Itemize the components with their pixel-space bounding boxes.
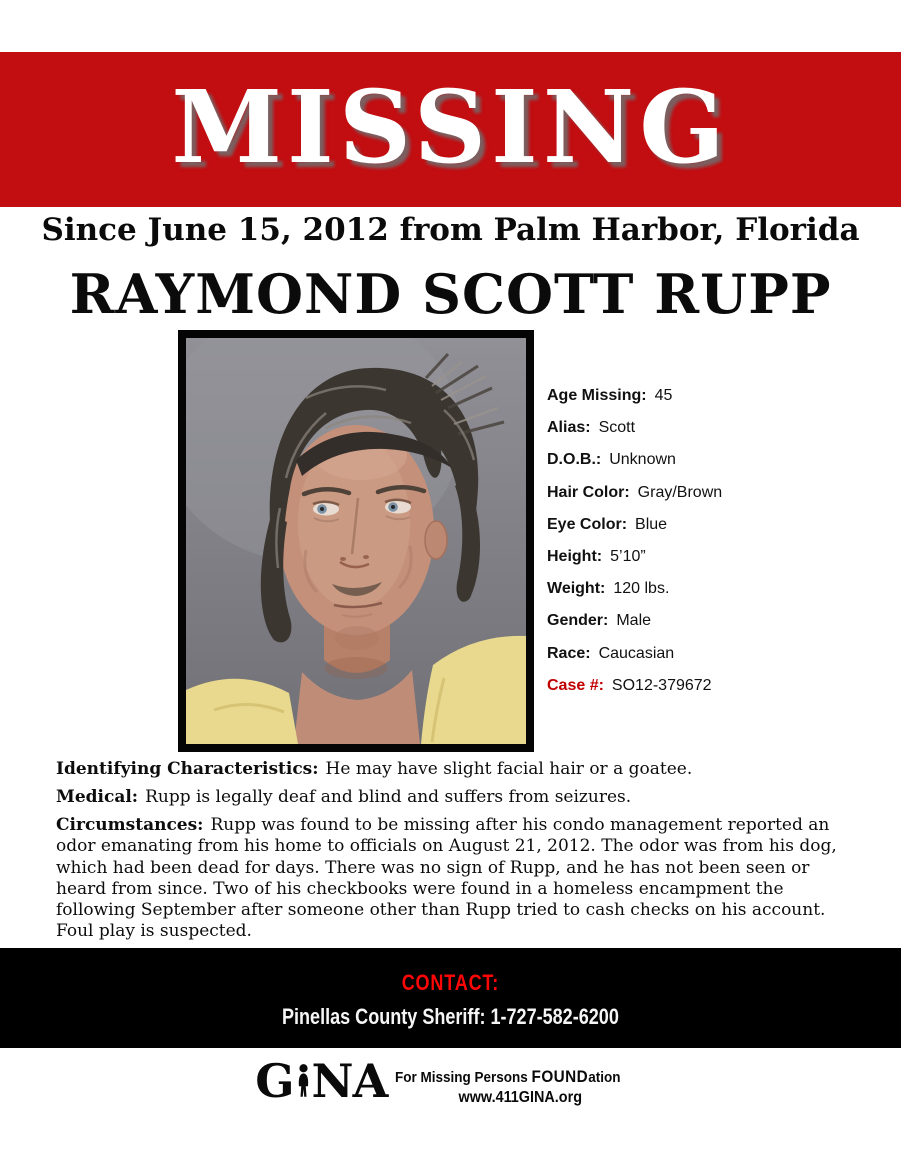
section-label: Circumstances: xyxy=(56,815,204,835)
detail-label: Height: xyxy=(547,548,603,566)
section-circumstances xyxy=(56,815,840,943)
gina-letters-na: NA xyxy=(311,1054,388,1108)
contact-bar xyxy=(0,948,901,1048)
section-text: He may have slight facial hair or a goatee. xyxy=(325,759,693,779)
portrait-illustration xyxy=(186,338,526,744)
section-text: Rupp is legally deaf and blind and suffers from seizures. xyxy=(145,787,632,807)
detail-race xyxy=(547,638,722,670)
detail-gender xyxy=(547,605,722,637)
section-text: Rupp was found to be missing after his condo management reported an odor emanating from his home to officials on August 21, 2012. The odor was from his dog, which had been dead for days. There was no sign of Rupp, and he has not been seen or heard from since. Two of his checkbooks were found in a homeless encampment the following September after someone other than Rupp tried to cash checks on his account. Foul play is suspected. xyxy=(56,815,837,942)
detail-value: Unknown xyxy=(609,451,676,469)
detail-value: Gray/Brown xyxy=(637,483,723,501)
detail-age-missing xyxy=(547,380,722,412)
detail-case-number xyxy=(547,670,722,702)
detail-label: Alias: xyxy=(547,419,591,437)
tagline-prefix: For Missing Persons xyxy=(395,1069,532,1086)
detail-label: Race: xyxy=(547,644,591,662)
missing-person-photo xyxy=(178,330,534,752)
person-name: RAYMOND SCOTT RUPP xyxy=(69,262,832,326)
detail-eye-color xyxy=(547,509,722,541)
banner-title: MISSING xyxy=(171,67,730,186)
detail-value: Caucasian xyxy=(598,644,675,662)
detail-value: Blue xyxy=(635,515,668,533)
contact-phone: Pinellas County Sheriff: 1-727-582-6200 xyxy=(282,1004,619,1029)
details-list xyxy=(547,380,722,702)
person-icon xyxy=(296,1060,311,1102)
detail-value: SO12-379672 xyxy=(611,676,712,694)
section-label: Medical: xyxy=(56,787,139,807)
detail-dob xyxy=(547,444,722,476)
contact-heading: CONTACT: xyxy=(401,970,500,995)
detail-value: 120 lbs. xyxy=(613,580,670,598)
section-medical xyxy=(56,787,840,808)
section-label: Identifying Characteristics: xyxy=(56,759,319,779)
gina-tagline-block xyxy=(395,1067,646,1107)
detail-label: Case #: xyxy=(547,676,604,694)
missing-since-subtitle: Since June 15, 2012 from Palm Harbor, Florida xyxy=(41,212,860,248)
detail-value: Male xyxy=(616,612,652,630)
section-identifying-characteristics xyxy=(56,759,840,780)
missing-banner xyxy=(0,52,901,207)
detail-label: Age Missing: xyxy=(547,387,647,404)
detail-label: Eye Color: xyxy=(547,515,628,533)
detail-weight xyxy=(547,573,722,605)
detail-height xyxy=(547,541,722,573)
gina-wordmark xyxy=(255,1054,388,1108)
detail-label: Weight: xyxy=(547,580,606,598)
detail-label: Gender: xyxy=(547,612,609,630)
detail-value: 5’10” xyxy=(610,548,646,566)
tagline-suffix: ation xyxy=(588,1069,621,1086)
gina-url: www.411GINA.org xyxy=(458,1089,583,1106)
detail-value: Scott xyxy=(598,419,636,437)
detail-label: Hair Color: xyxy=(547,483,630,501)
detail-hair-color xyxy=(547,477,722,509)
detail-value: 45 xyxy=(654,387,673,404)
gina-tagline xyxy=(395,1067,620,1087)
detail-label: D.O.B.: xyxy=(547,451,602,469)
gina-letter-g: G xyxy=(255,1054,294,1108)
tagline-found: FOUND xyxy=(531,1067,589,1086)
gina-logo xyxy=(0,1054,901,1108)
detail-alias xyxy=(547,412,722,444)
